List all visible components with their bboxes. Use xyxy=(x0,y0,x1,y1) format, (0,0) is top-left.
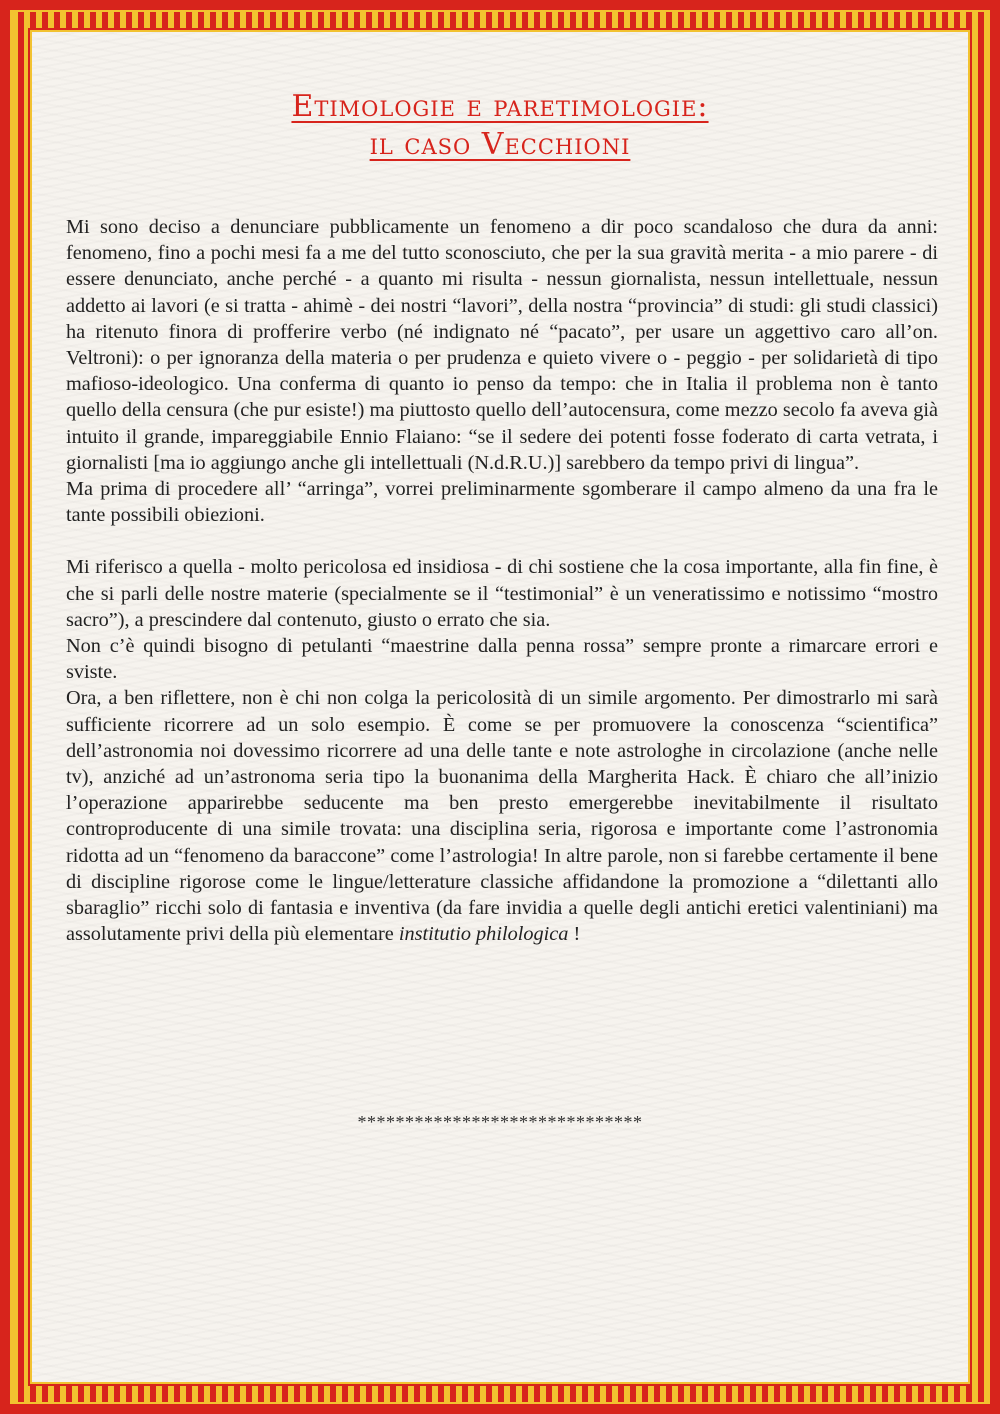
page-title xyxy=(0,88,1000,164)
title-line-2: il caso Vecchioni xyxy=(369,127,631,162)
title-line-1: Etimologie e paretimologie: xyxy=(291,89,709,124)
separator-stars: ****************************** xyxy=(357,1112,643,1132)
paragraph-5-italic: institutio philologica xyxy=(398,923,569,946)
paragraph-4: Non c’è quindi bisogno di petulanti “maestrine dalla penna rossa” sempre pronte a rimarcare errori e sviste. xyxy=(66,635,938,684)
paragraph-5-text: Ora, a ben riflettere, non è chi non colga la pericolosità di un simile argomento. Per dimostrarlo mi sarà sufficiente ricorrere ad un solo esempio. È come se per promuovere la conoscenza “scientifica” dell’astronomia noi dovessimo ricorrere ad una delle tante e note astrologhe in circolazione (anche nelle tv), anziché ad un’astronoma seria tipo la buonanima della Margherita Hack. È chiaro che all’inizio l’operazione apparirebbe seducente ma ben presto emergerebbe inevitabilmente il risultato controproducente di una simile trovata: una disciplina seria, rigorosa e importante come l’astronomia ridotta ad un “fenomeno da baraccone” come l’astrologia! In altre parole, non si farebbe certamente il bene di discipline rigorose come le lingue/letterature classiche affidandone la promozione a “dilettanti allo sbaraglio” ricchi solo di fantasia e inventiva (da fare invidia a quelle degli antichi eretici valentiniani) ma assolutamente privi della più elementare xyxy=(66,687,938,946)
paragraph-5-end: ! xyxy=(568,923,581,946)
article-body xyxy=(66,214,938,947)
paragraph-3: Mi riferisco a quella - molto pericolosa ed insidiosa - di chi sostiene che la cosa importante, alla fin fine, è che si parli delle nostre materie (specialmente se il “testimonial” è un veneratissimo e notissimo “mostro sacro”), a prescindere dal contenuto, giusto o errato che sia. xyxy=(66,556,938,631)
paragraph-1: Mi sono deciso a denunciare pubblicamente un fenomeno a dir poco scandaloso che dura da anni: fenomeno, fino a pochi mesi fa a me del tutto sconosciuto, che per la sua gravità merita - a mio parere - di essere denunciato, anche perché - a quanto mi risulta - nessun giornalista, nessun intellettuale, nessun addetto ai lavori (e si tratta - ahimè - dei nostri “lavori”, della nostra “provincia” di studi: gli studi classici) ha ritenuto finora di profferire verbo (né indignato né “pacato”, per usare un aggettivo caro all’on. Veltroni): o per ignoranza della materia o per prudenza e quieto vivere o - peggio - per solidarietà di tipo mafioso-ideologico. Una conferma di quanto io penso da tempo: che in Italia il problema non è tanto quello della censura (che pur esiste!) ma piuttosto quello dell’autocensura, come mezzo secolo fa aveva già intuito il grande, impareggiabile Ennio Flaiano: “se il sedere dei potenti fosse foderato di carta vetrata, i giornalisti [ma io aggiungo anche gli intellettuali (N.d.R.U.)] sarebbero da tempo privi di lingua”. xyxy=(66,216,938,474)
paragraph-5 xyxy=(66,685,938,947)
paragraph-2: Ma prima di procedere all’ “arringa”, vorrei preliminarmente sgomberare il campo almeno da una fra le tante possibili obiezioni. xyxy=(66,478,938,527)
